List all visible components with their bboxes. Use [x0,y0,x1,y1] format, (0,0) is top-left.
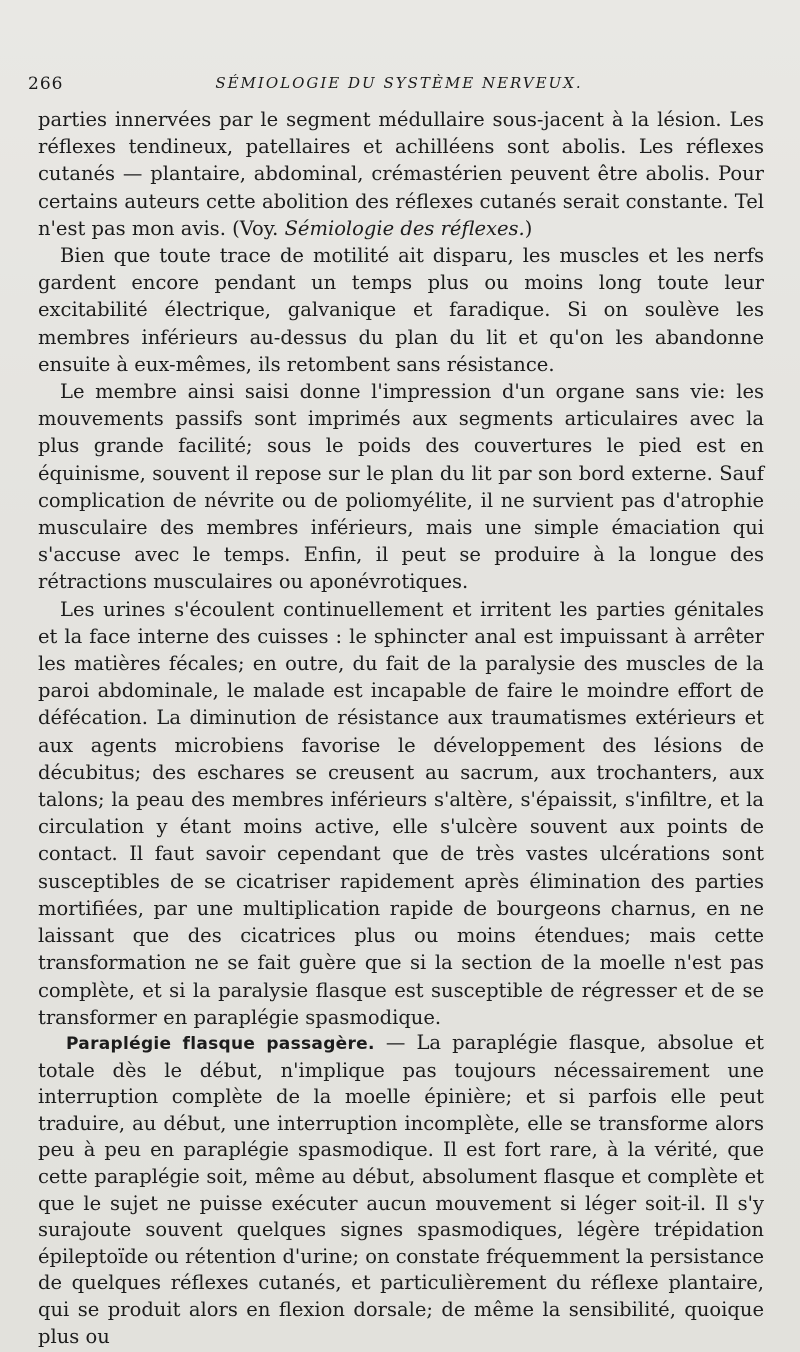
page-number: 266 [28,74,64,94]
paragraph-1 [38,106,764,242]
paragraph-1-text: parties innervées par le segment médullaire sous-jacent à la lésion. Les réflexes tendineux, patellaires et achilléens sont abolis. Les réflexes cutanés — plantaire, abdominal, crémastérien peuvent être abolis. Pour certains auteurs cette abolition des réflexes cutanés serait constante. Tel n'est pas mon avis. (Voy. [38,108,764,240]
paragraph-2: Bien que toute trace de motilité ait disparu, les muscles et les nerfs gardent encore pendant un temps plus ou moins long toute leur excitabilité électrique, galvanique et faradique. Si on soulève les membres inférieurs au-dessus du plan du lit et qu'on les abandonne ensuite à eux-mêmes, ils retombent sans résistance. [38,244,764,376]
paragraph-1-closing: ) [524,216,533,240]
page-header [28,74,770,100]
section-paragraph [38,1030,764,1350]
body-text [38,106,764,1031]
paragraph-3: Le membre ainsi saisi donne l'impression d'un organe sans vie: les mouvements passifs sont imprimés aux segments articulaires avec la plus grande facilité; sous le poids des couvertures le pied est en équinisme, souvent il repose sur le plan du lit par son bord externe. Sauf complication de névrite ou de poliomyélite, il ne survient pas d'atrophie musculaire des membres inférieurs, mais une simple émaciation qui s'accuse avec le temps. Enfin, il peut se produire à la longue des rétractions musculaires ou aponévrotiques. [38,380,764,594]
running-title: SÉMIOLOGIE DU SYSTÈME NERVEUX. [215,74,583,92]
cross-reference: Sémiologie des réflexes. [284,216,525,240]
paragraph-4: Les urines s'écoulent continuellement et irritent les parties génitales et la face interne des cuisses : le sphincter anal est impuissant à arrêter les matières fécales; en outre, du fait de la paralysie des muscles de la paroi abdominale, le malade est incapable de faire le moindre effort de défécation. La diminution de résistance aux traumatismes extérieurs et aux agents microbiens favorise le développement des lésions de décubitus; des eschares se creusent au sacrum, aux trochanters, aux talons; la peau des membres inférieurs s'altère, s'épaissit, s'infiltre, et la circulation y étant moins active, elle s'ulcère souvent aux points de contact. Il faut savoir cependant que de très vastes ulcérations sont susceptibles de se cicatriser rapidement après élimination des parties mortifiées, par une multiplication rapide de bourgeons charnus, en ne laissant que des cicatrices plus ou moins étendues; mais cette transformation ne se fait guère que si la section de la moelle n'est pas complète, et si la paralysie flasque est susceptible de régresser et de se transformer en paraplégie spasmodique. [38,597,764,1029]
section-text: — La paraplégie flasque, absolue et totale dès le début, n'implique pas toujours nécessairement une interruption complète de la moelle épinière; et si parfois elle peut traduire, au début, une interruption incomplète, elle se transforme alors peu à peu en paraplégie spasmodique. Il est fort rare, à la vérité, que cette paraplégie soit, même au début, absolument flasque et complète et que le sujet ne puisse exécuter aucun mouvement si léger soit-il. Il s'y surajoute souvent quelques signes spasmodiques, légère trépidation épileptoïde ou rétention d'urine; on constate fréquemment la persistance de quelques réflexes cutanés, et particulièrement du réflexe plantaire, qui se produit alors en flexion dorsale; de même la sensibilité, quoique plus ou [38,1031,765,1348]
section-flaccid-paraplegia [38,1030,764,1350]
section-heading: Paraplégie flasque passagère. [66,1034,375,1054]
